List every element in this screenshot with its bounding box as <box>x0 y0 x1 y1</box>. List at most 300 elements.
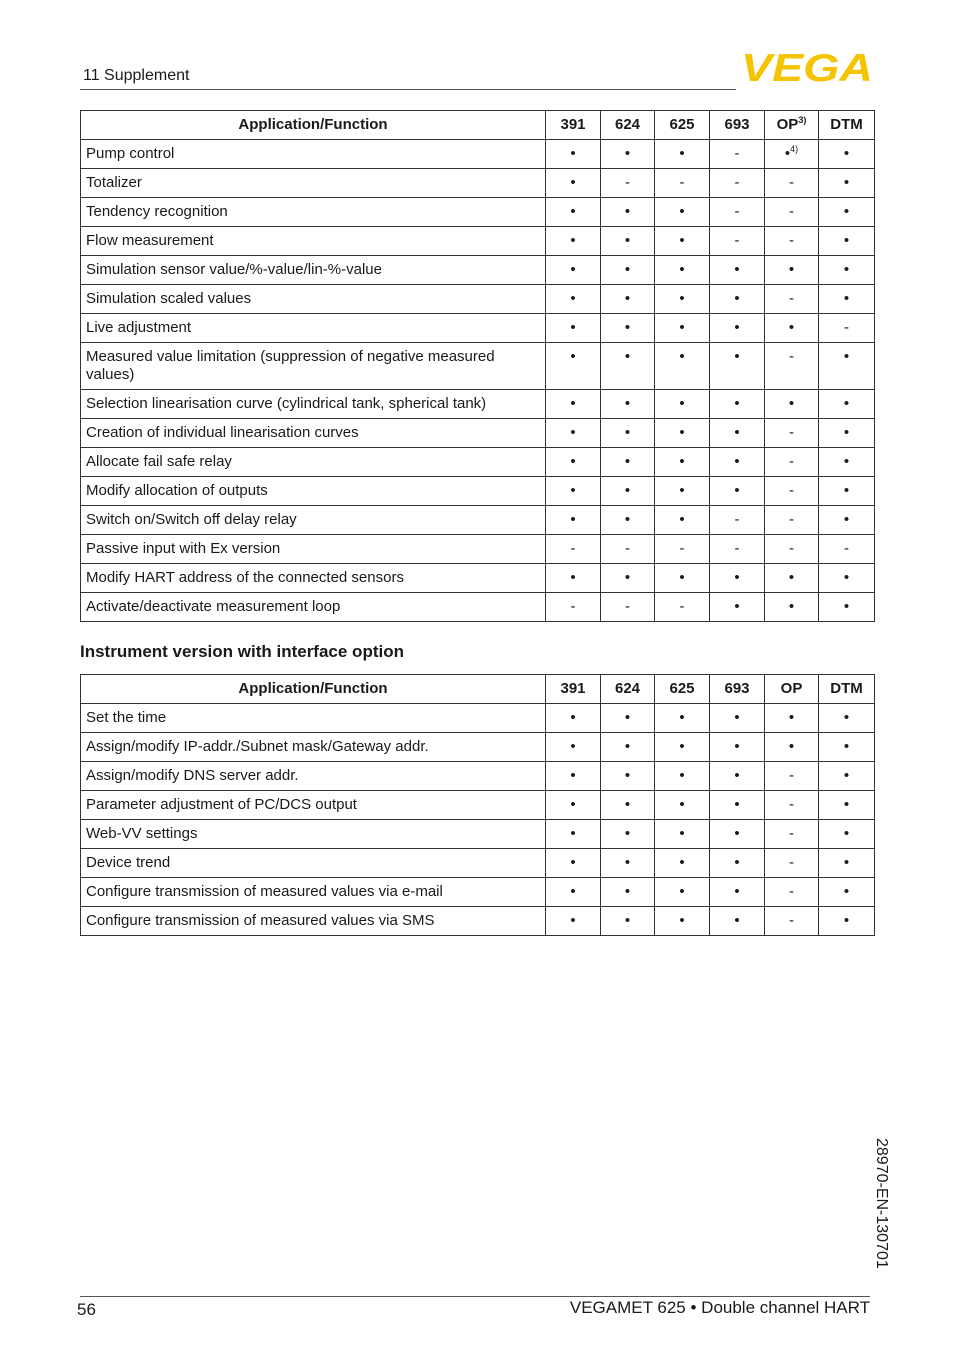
availability-cell <box>655 343 710 390</box>
availability-cell <box>765 390 819 419</box>
availability-cell <box>546 448 601 477</box>
availability-cell <box>765 791 819 820</box>
function-table-interface-option <box>80 674 875 936</box>
availability-cell <box>546 704 601 733</box>
availability-cell <box>655 448 710 477</box>
availability-cell <box>819 762 875 791</box>
availability-cell <box>655 733 710 762</box>
availability-cell <box>546 506 601 535</box>
availability-cell <box>765 733 819 762</box>
availability-cell <box>655 390 710 419</box>
availability-mark: • <box>679 738 685 755</box>
availability-mark: - <box>789 348 794 365</box>
availability-mark: - <box>734 511 740 528</box>
availability-mark: • <box>570 854 576 871</box>
availability-mark: • <box>570 482 576 499</box>
function-cell: Parameter adjustment of PC/DCS output <box>81 791 546 820</box>
function-cell: Configure transmission of measured values via SMS <box>81 907 546 936</box>
availability-mark: • <box>843 145 850 162</box>
availability-mark: • <box>570 174 576 191</box>
availability-cell <box>546 477 601 506</box>
table-row <box>81 704 875 733</box>
availability-cell <box>546 849 601 878</box>
column-header: DTM <box>819 675 875 704</box>
availability-mark: • <box>624 395 631 412</box>
availability-cell <box>710 593 765 622</box>
availability-mark: • <box>570 290 576 307</box>
table-row <box>81 140 875 169</box>
availability-cell <box>710 907 765 936</box>
availability-cell <box>546 820 601 849</box>
availability-mark: • <box>679 203 685 220</box>
availability-mark: - <box>844 540 849 557</box>
function-cell: Device trend <box>81 849 546 878</box>
availability-mark: • <box>734 883 740 900</box>
availability-mark: - <box>789 796 794 813</box>
availability-mark: • <box>679 569 685 586</box>
availability-mark: • <box>788 569 795 586</box>
availability-mark: • <box>734 767 740 784</box>
availability-cell <box>655 593 710 622</box>
availability-cell <box>819 314 875 343</box>
availability-mark: • <box>679 261 685 278</box>
availability-mark: • <box>843 424 850 441</box>
availability-mark: • <box>624 709 631 726</box>
availability-cell <box>765 198 819 227</box>
availability-cell <box>546 314 601 343</box>
availability-mark: • <box>734 261 740 278</box>
availability-cell <box>765 849 819 878</box>
availability-mark: • <box>570 912 576 929</box>
availability-mark: • <box>679 767 685 784</box>
availability-mark: - <box>789 424 794 441</box>
availability-cell <box>710 419 765 448</box>
availability-cell <box>765 564 819 593</box>
availability-mark: • <box>570 395 576 412</box>
availability-mark: • <box>843 453 850 470</box>
availability-cell <box>765 419 819 448</box>
availability-mark: • <box>624 738 631 755</box>
availability-cell <box>765 140 819 169</box>
availability-cell <box>655 878 710 907</box>
availability-mark: - <box>789 203 794 220</box>
availability-cell <box>601 343 655 390</box>
availability-mark: • <box>734 348 740 365</box>
availability-mark: • <box>624 912 631 929</box>
function-cell: Selection linearisation curve (cylindrical tank, spherical tank) <box>81 390 546 419</box>
availability-cell <box>819 419 875 448</box>
availability-cell <box>819 535 875 564</box>
availability-mark: • <box>843 569 850 586</box>
table-row <box>81 791 875 820</box>
availability-cell <box>601 878 655 907</box>
column-header-label: OP <box>776 116 799 133</box>
availability-mark: - <box>734 540 740 557</box>
availability-cell <box>655 477 710 506</box>
column-header: Application/Function <box>81 111 546 140</box>
availability-cell <box>655 849 710 878</box>
function-cell: Pump control <box>81 140 546 169</box>
availability-cell <box>546 390 601 419</box>
function-cell: Allocate fail safe relay <box>81 448 546 477</box>
availability-cell <box>819 448 875 477</box>
table-row <box>81 733 875 762</box>
availability-mark: - <box>625 174 630 191</box>
availability-mark: • <box>788 709 795 726</box>
availability-mark: • <box>570 883 576 900</box>
availability-mark: • <box>570 453 576 470</box>
availability-mark: • <box>679 348 685 365</box>
availability-cell <box>765 448 819 477</box>
availability-cell <box>819 733 875 762</box>
availability-cell <box>655 140 710 169</box>
availability-cell <box>819 227 875 256</box>
header-section-title: 11 Supplement <box>83 67 190 84</box>
availability-cell <box>601 314 655 343</box>
availability-cell <box>655 169 710 198</box>
table-body <box>81 704 875 936</box>
availability-mark: • <box>734 482 740 499</box>
availability-cell <box>546 593 601 622</box>
availability-cell <box>601 506 655 535</box>
availability-mark: - <box>789 482 794 499</box>
availability-cell <box>765 820 819 849</box>
availability-cell <box>819 140 875 169</box>
availability-mark: • <box>734 395 740 412</box>
availability-mark: • <box>784 145 791 162</box>
availability-cell <box>765 907 819 936</box>
availability-cell <box>710 343 765 390</box>
availability-mark: • <box>734 290 740 307</box>
function-cell: Simulation sensor value/%-value/lin-%-value <box>81 256 546 285</box>
availability-cell <box>765 256 819 285</box>
availability-mark: • <box>679 912 685 929</box>
function-cell: Modify HART address of the connected sensors <box>81 564 546 593</box>
availability-mark: • <box>679 709 685 726</box>
availability-cell <box>546 791 601 820</box>
availability-cell <box>601 285 655 314</box>
availability-mark: • <box>734 738 740 755</box>
availability-cell <box>601 198 655 227</box>
function-cell: Assign/modify DNS server addr. <box>81 762 546 791</box>
availability-cell <box>546 343 601 390</box>
availability-mark: - <box>789 511 794 528</box>
availability-cell <box>765 477 819 506</box>
availability-cell <box>601 256 655 285</box>
availability-cell <box>601 791 655 820</box>
availability-mark: • <box>679 424 685 441</box>
availability-mark: • <box>843 348 850 365</box>
column-header: 391 <box>546 675 601 704</box>
availability-mark: • <box>788 395 795 412</box>
availability-mark: - <box>789 540 794 557</box>
table-row <box>81 564 875 593</box>
availability-cell <box>710 704 765 733</box>
availability-cell <box>819 593 875 622</box>
footer-title: VEGAMET 625 • Double channel HART <box>569 1298 870 1317</box>
availability-cell <box>655 198 710 227</box>
function-cell: Live adjustment <box>81 314 546 343</box>
availability-mark: - <box>734 145 740 162</box>
availability-mark: • <box>843 290 850 307</box>
availability-mark: • <box>570 145 576 162</box>
availability-mark: • <box>788 598 795 615</box>
availability-mark: • <box>624 203 631 220</box>
availability-cell <box>601 593 655 622</box>
availability-cell <box>601 448 655 477</box>
availability-mark: • <box>679 290 685 307</box>
availability-mark: • <box>843 511 850 528</box>
table-row <box>81 820 875 849</box>
availability-mark: • <box>624 569 631 586</box>
availability-cell <box>655 419 710 448</box>
availability-mark: - <box>734 174 740 191</box>
availability-cell <box>710 564 765 593</box>
page-number: 56 <box>77 1300 96 1319</box>
availability-cell <box>655 285 710 314</box>
availability-mark: • <box>679 883 685 900</box>
availability-cell <box>601 227 655 256</box>
table-row <box>81 198 875 227</box>
availability-cell <box>546 169 601 198</box>
availability-mark: - <box>734 232 740 249</box>
availability-mark: - <box>789 854 794 871</box>
column-header: 693 <box>710 675 765 704</box>
availability-cell <box>819 878 875 907</box>
availability-mark: • <box>624 319 631 336</box>
availability-cell <box>601 477 655 506</box>
availability-mark: - <box>570 540 576 557</box>
availability-cell <box>710 314 765 343</box>
function-cell: Modify allocation of outputs <box>81 477 546 506</box>
table-row <box>81 343 875 390</box>
availability-mark: - <box>789 912 794 929</box>
availability-mark: • <box>570 348 576 365</box>
availability-cell <box>546 762 601 791</box>
availability-mark: • <box>788 319 795 336</box>
availability-mark: • <box>570 709 576 726</box>
availability-cell <box>819 704 875 733</box>
availability-mark: • <box>843 482 850 499</box>
column-header: 624 <box>601 111 655 140</box>
table-row <box>81 169 875 198</box>
vega-logo <box>741 50 873 84</box>
table-row <box>81 390 875 419</box>
availability-cell <box>710 878 765 907</box>
availability-mark: • <box>624 825 631 842</box>
availability-cell <box>655 506 710 535</box>
availability-mark: • <box>788 261 795 278</box>
function-cell: Assign/modify IP-addr./Subnet mask/Gateway addr. <box>81 733 546 762</box>
availability-cell <box>601 704 655 733</box>
availability-cell <box>765 878 819 907</box>
availability-mark: • <box>734 424 740 441</box>
availability-cell <box>710 849 765 878</box>
availability-cell <box>710 285 765 314</box>
availability-cell <box>655 791 710 820</box>
column-header: DTM <box>819 111 875 140</box>
availability-mark: • <box>570 319 576 336</box>
availability-cell <box>765 704 819 733</box>
availability-cell <box>819 477 875 506</box>
table-row <box>81 256 875 285</box>
header-rule <box>80 89 736 90</box>
availability-cell <box>819 198 875 227</box>
availability-cell <box>710 820 765 849</box>
availability-mark: • <box>679 854 685 871</box>
availability-mark: • <box>679 796 685 813</box>
availability-cell <box>546 907 601 936</box>
table-row <box>81 419 875 448</box>
availability-cell <box>819 343 875 390</box>
availability-mark: • <box>843 883 850 900</box>
availability-mark: • <box>843 203 850 220</box>
table-row <box>81 477 875 506</box>
function-cell: Tendency recognition <box>81 198 546 227</box>
availability-mark: • <box>570 796 576 813</box>
function-cell: Activate/deactivate measurement loop <box>81 593 546 622</box>
availability-mark: • <box>570 767 576 784</box>
availability-mark: • <box>843 395 850 412</box>
table-row <box>81 878 875 907</box>
function-cell: Configure transmission of measured values via e-mail <box>81 878 546 907</box>
availability-mark: - <box>734 203 740 220</box>
availability-cell <box>819 791 875 820</box>
table-row <box>81 907 875 936</box>
availability-cell <box>601 762 655 791</box>
availability-mark: • <box>843 767 850 784</box>
availability-cell <box>765 169 819 198</box>
footnote-marker: 3) <box>798 115 807 125</box>
table-row <box>81 448 875 477</box>
availability-mark: • <box>570 261 576 278</box>
availability-cell <box>819 907 875 936</box>
availability-mark: • <box>843 174 850 191</box>
availability-cell <box>765 762 819 791</box>
table-row <box>81 227 875 256</box>
availability-cell <box>655 762 710 791</box>
availability-mark: - <box>789 767 794 784</box>
availability-mark: • <box>679 145 685 162</box>
availability-cell <box>710 198 765 227</box>
availability-mark: • <box>624 453 631 470</box>
availability-cell <box>655 564 710 593</box>
table-body <box>81 140 875 622</box>
availability-mark: • <box>734 825 740 842</box>
availability-mark: • <box>843 738 850 755</box>
column-header: 625 <box>655 111 710 140</box>
availability-mark: • <box>788 738 795 755</box>
availability-cell <box>601 820 655 849</box>
availability-cell <box>546 227 601 256</box>
availability-cell <box>819 285 875 314</box>
availability-mark: • <box>734 453 740 470</box>
availability-mark: • <box>624 854 631 871</box>
availability-cell <box>765 535 819 564</box>
column-header: 693 <box>710 111 765 140</box>
availability-cell <box>710 791 765 820</box>
availability-mark: • <box>679 482 685 499</box>
availability-mark: • <box>734 598 740 615</box>
availability-mark: • <box>570 825 576 842</box>
availability-mark: • <box>843 825 850 842</box>
function-cell: Set the time <box>81 704 546 733</box>
document-code: 28970-EN-130701 <box>873 1138 890 1269</box>
availability-cell <box>601 419 655 448</box>
availability-mark: • <box>843 796 850 813</box>
table-row <box>81 314 875 343</box>
availability-mark: • <box>624 424 631 441</box>
availability-cell <box>710 506 765 535</box>
availability-cell <box>546 419 601 448</box>
availability-cell <box>546 285 601 314</box>
availability-mark: • <box>624 232 631 249</box>
availability-mark: • <box>843 232 850 249</box>
availability-cell <box>655 535 710 564</box>
availability-mark: • <box>679 511 685 528</box>
availability-mark: • <box>843 598 850 615</box>
availability-cell <box>601 849 655 878</box>
availability-mark: • <box>570 203 576 220</box>
availability-cell <box>765 227 819 256</box>
table-row <box>81 506 875 535</box>
availability-mark: - <box>679 598 685 615</box>
availability-mark: • <box>624 767 631 784</box>
column-header: OP <box>765 675 819 704</box>
column-header: 624 <box>601 675 655 704</box>
availability-mark: • <box>624 511 631 528</box>
availability-cell <box>601 907 655 936</box>
availability-mark: • <box>624 796 631 813</box>
footnote-marker: 4) <box>790 144 799 154</box>
vega-logo-text: VEGA <box>741 50 873 84</box>
availability-cell <box>546 140 601 169</box>
availability-mark: - <box>625 598 630 615</box>
availability-mark: • <box>570 424 576 441</box>
availability-cell <box>655 907 710 936</box>
availability-cell <box>710 535 765 564</box>
availability-cell <box>710 733 765 762</box>
availability-cell <box>546 564 601 593</box>
availability-mark: • <box>624 261 631 278</box>
column-header: 625 <box>655 675 710 704</box>
availability-mark: • <box>679 825 685 842</box>
availability-mark: - <box>570 598 576 615</box>
availability-cell <box>765 343 819 390</box>
availability-mark: • <box>624 348 631 365</box>
availability-mark: • <box>624 482 631 499</box>
function-cell: Web-VV settings <box>81 820 546 849</box>
availability-mark: • <box>679 232 685 249</box>
availability-cell <box>601 535 655 564</box>
availability-cell <box>546 198 601 227</box>
availability-mark: - <box>789 825 794 842</box>
availability-cell <box>765 285 819 314</box>
availability-mark: • <box>843 261 850 278</box>
availability-mark: - <box>789 232 794 249</box>
availability-mark: • <box>679 319 685 336</box>
availability-mark: • <box>734 709 740 726</box>
availability-cell <box>819 820 875 849</box>
availability-mark: • <box>570 738 576 755</box>
availability-mark: - <box>844 319 849 336</box>
availability-mark: • <box>734 912 740 929</box>
table-row <box>81 535 875 564</box>
availability-cell <box>546 535 601 564</box>
availability-cell <box>655 820 710 849</box>
availability-cell <box>655 256 710 285</box>
function-table-standard <box>80 110 875 622</box>
